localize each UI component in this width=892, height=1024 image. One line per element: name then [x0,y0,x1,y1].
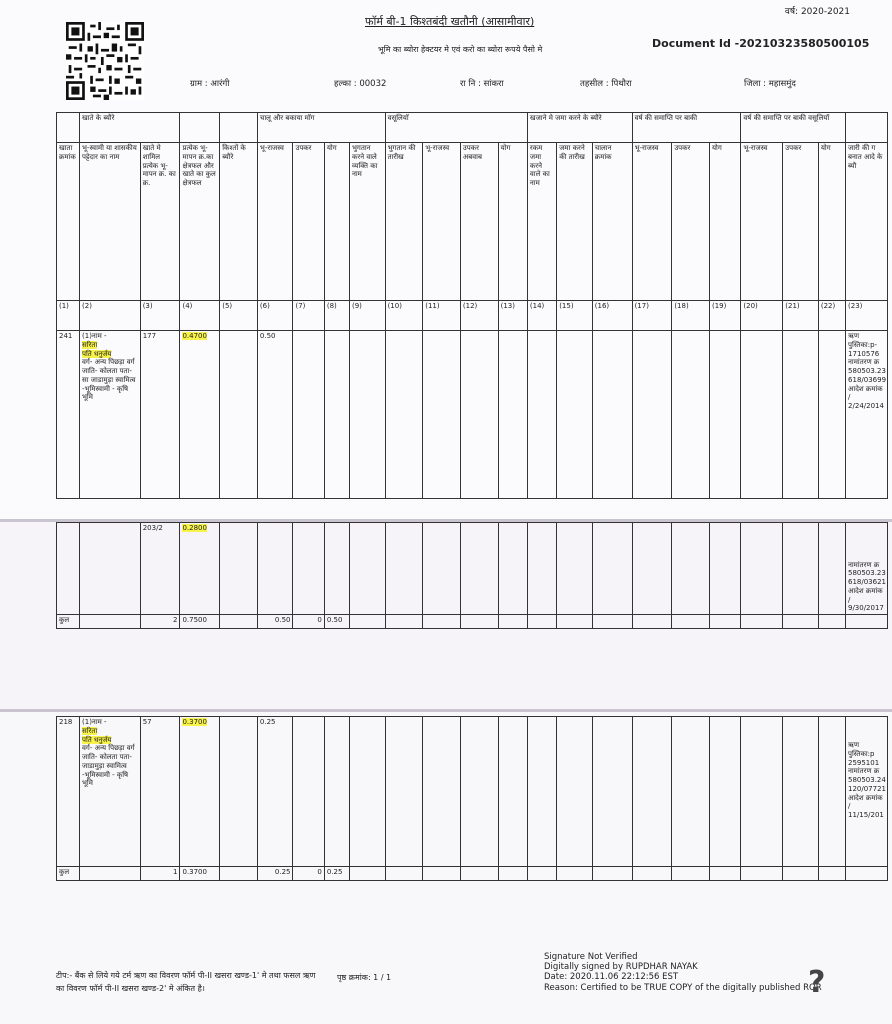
empty-cell [527,615,556,629]
empty-cell [632,523,672,615]
remarks-cell [846,331,888,499]
column-number: (10) [385,301,423,331]
column-header: रकम जमा करने वाले का नाम [527,143,556,301]
total-row [57,867,888,881]
owner-relation: पति धनुर्जय [82,349,112,358]
column-number: (12) [460,301,498,331]
total-row [57,615,888,629]
signature-status: Signature Not Verified [544,952,638,962]
empty-cell [741,717,783,867]
empty-cell [460,331,498,499]
survey-number: 177 [140,331,180,499]
column-number: (18) [672,301,710,331]
column-number: (21) [783,301,819,331]
ri-label: रा नि : सांकरा [460,79,504,89]
empty-cell [527,867,556,881]
total-land-revenue: 0.50 [257,615,293,629]
column-header: भू-राजस्व [741,143,783,301]
owner-cell [80,331,141,499]
empty-cell [80,615,141,629]
column-header: किश्तों के ब्यौरे [220,143,258,301]
village-label: ग्राम : आरंगी [190,79,230,89]
empty-cell [527,523,556,615]
remarks-text: ऋण पुस्तिका:p-1710576 नामांतरण क्र 580503.23 618/03699 आदेश क्रमांक / 2/24/2014 [848,332,887,410]
empty-cell [423,523,461,615]
total-land-revenue: 0.25 [257,867,293,881]
empty-cell [527,717,556,867]
signature-date: Date: 2020.11.06 22:12:56 EST [544,972,679,983]
empty-cell [80,523,141,615]
total-sum: 0.25 [324,867,349,881]
empty-cell [220,523,258,615]
empty-cell [557,331,593,499]
digital-signature-block [544,952,822,993]
empty-cell [557,523,593,615]
empty-cell [592,523,632,615]
column-number: (8) [324,301,349,331]
qr-code-icon [66,20,144,102]
area-value: 0.4700 [182,332,207,340]
owner-name-prefix: (1)नाम - [82,718,107,726]
year-label: वर्ष: 2020-2021 [784,7,850,17]
empty-cell [592,717,632,867]
empty-cell [385,717,423,867]
empty-cell [385,523,423,615]
empty-cell [709,523,740,615]
group-header-treasury: खजाने मे जमा करने के ब्यौरे [527,113,632,143]
column-number: (9) [349,301,385,331]
empty-cell [257,523,293,615]
empty-cell [632,717,672,867]
khatauni-table-bottom [56,716,888,881]
group-header-recovery: वसूलियॉ [385,113,527,143]
empty-cell [632,867,672,881]
column-number: (13) [498,301,527,331]
header-cell [846,113,888,143]
empty-cell [324,717,349,867]
owner-cell [80,717,141,867]
total-sum: 0.50 [324,615,349,629]
column-number: (3) [140,301,180,331]
signature-question-icon: ? [808,965,826,1000]
khatauni-table-top [56,112,888,499]
empty-cell [592,331,632,499]
empty-cell [324,331,349,499]
empty-cell [557,867,593,881]
column-number: (2) [80,301,141,331]
column-header: जारी की ग बनात आदे के ब्यौ [846,143,888,301]
land-revenue: 0.50 [257,331,293,499]
empty-cell [293,331,324,499]
empty-cell [498,331,527,499]
survey-number: 57 [140,717,180,867]
column-header: चालान क्रमांक [592,143,632,301]
column-header: खाता क्रमांक [57,143,80,301]
form-title: फॉर्म बी-1 किश्तबंदी खतौनी (आसामीवार) [365,15,535,28]
column-header: योग [818,143,845,301]
column-header-row [57,143,888,301]
empty-cell [783,331,819,499]
header-cell [57,113,80,143]
owner-relation: पति धनुर्जय [82,735,112,744]
empty-cell [845,615,887,629]
column-header: जमा करने की तारीख [557,143,593,301]
empty-cell [349,867,385,881]
column-header: उपकर [783,143,819,301]
empty-cell [498,615,527,629]
empty-cell [220,615,258,629]
empty-cell [709,717,740,867]
group-header-demand: चालू और बकाया मॉग [257,113,385,143]
empty-cell [349,615,385,629]
column-number: (17) [632,301,672,331]
form-subtitle: भूमि का ब्योरा हेक्टयर मे एवं करो का ब्योरा रूपये पैसो मे [378,45,543,54]
column-header: उपकर अबवाब [460,143,498,301]
empty-cell [220,331,258,499]
empty-cell [385,615,423,629]
column-header: भू-राजस्व [423,143,461,301]
column-number: (11) [423,301,461,331]
column-header: प्रत्येक भू-मापन क्र.का क्षेत्रफल और खाते का कुल क्षेत्रफल [180,143,220,301]
survey-number: 203/2 [140,523,180,615]
signature-signer: Digitally signed by RUPDHAR NAYAK [544,962,698,973]
empty-cell [741,867,783,881]
column-number: (1) [57,301,80,331]
empty-cell [818,523,845,615]
empty-cell [80,867,141,881]
remarks-text: ऋण पुस्तिका:p 2595101 नामांतरण क्र 580503.24 120/07721 आदेश क्रमांक / 11/15/201 [847,741,886,819]
total-area: 0.3700 [180,867,220,881]
total-cess: 0 [293,867,324,881]
empty-cell [527,331,556,499]
table-row [57,331,888,499]
total-count: 1 [140,867,180,881]
empty-cell [220,867,258,881]
column-header: खाते मे शामिल प्रत्येक भू-मापन क्र. का क्र. [140,143,180,301]
empty-cell [709,615,740,629]
signature-reason: Reason: Certified to be TRUE COPY of the digitally published ROR [544,982,822,993]
tehsil-label: तहसील : पिथौरा [580,79,632,89]
empty-cell [498,523,527,615]
remarks-cell [845,717,887,867]
column-header: योग [498,143,527,301]
empty-cell [818,717,845,867]
empty-cell [460,867,498,881]
table-row [57,523,888,615]
empty-cell [460,615,498,629]
empty-cell [709,867,740,881]
column-number: (7) [293,301,324,331]
empty-cell [672,331,710,499]
empty-cell [423,867,461,881]
page-number: पृष्ठ क्रमांक: 1 / 1 [337,973,392,982]
empty-cell [349,331,385,499]
column-number: (16) [592,301,632,331]
column-number: (5) [220,301,258,331]
empty-cell [710,331,741,499]
group-header-accounts: खाते के ब्यौरे [80,113,180,143]
document-id: Document Id -20210323580500105 [652,37,870,50]
empty-cell [349,717,385,867]
remarks-text: नामांतरण क्र 580503.23 618/03621 आदेश क्रमांक / 9/30/2017 [847,560,886,613]
empty-cell [324,523,349,615]
empty-cell [845,867,887,881]
empty-cell [632,615,672,629]
halka-label: हल्का : 00032 [334,79,387,89]
fold-line [0,709,892,712]
column-number: (14) [527,301,556,331]
empty-cell [293,523,324,615]
area-cell [180,331,220,499]
empty-cell [423,717,461,867]
owner-name-prefix: (1)नाम - [82,332,107,340]
empty-cell [672,523,710,615]
column-header: उपकर [672,143,710,301]
empty-cell [592,867,632,881]
empty-cell [460,717,498,867]
column-number-row [57,301,888,331]
column-header: योग [710,143,741,301]
empty-cell [783,615,819,629]
column-number: (19) [710,301,741,331]
district-label: जिला : महासमुंद [744,79,796,89]
owner-name: सरिता [82,726,98,735]
area-value: 0.2800 [182,524,207,532]
empty-cell [592,615,632,629]
owner-details: वर्ग- अन्य पिछड़ा वर्ग जाति- कोलता पता- जाडामुड़ा स्वामित्व -भूमिस्वामी - कृषि भूमि [82,744,135,788]
column-header: भुगतान की तारीख [385,143,423,301]
empty-cell [57,523,80,615]
empty-cell [220,717,258,867]
empty-cell [557,717,593,867]
empty-cell [741,331,783,499]
group-header-year-end-recovery: वर्ष की समाप्ति पर बाकी वसूलियॉ [741,113,846,143]
column-header: भू-राजस्व [632,143,672,301]
header-cell [180,113,220,143]
column-number: (15) [557,301,593,331]
empty-cell [741,615,783,629]
empty-cell [460,523,498,615]
empty-cell [423,615,461,629]
empty-cell [632,331,672,499]
total-cess: 0 [293,615,324,629]
column-header: भू-राजस्व [257,143,293,301]
area-value: 0.3700 [182,718,207,726]
owner-name: सरिता [82,340,98,349]
empty-cell [672,867,710,881]
empty-cell [672,717,710,867]
column-header: भू-स्वामी या शासकीय पट्टेदार का नाम [80,143,141,301]
total-label: कुल [57,867,80,881]
column-number: (20) [741,301,783,331]
area-cell [180,717,220,867]
empty-cell [818,867,845,881]
area-cell [180,523,220,615]
land-revenue: 0.25 [257,717,293,867]
table-row [57,717,888,867]
owner-details: वर्ग- अन्य पिछड़ा वर्ग जाति- कोलता पता- सा जाडामुड़ा स्वामित्व -भूमिस्वामी - कृषि भूमि [82,358,136,402]
empty-cell [672,615,710,629]
column-header: योग [324,143,349,301]
column-header: भुगतान करने वाले व्यक्ति का नाम [349,143,385,301]
column-number: (23) [846,301,888,331]
empty-cell [557,615,593,629]
footer-note: टीप:- बैंक से लिये गये टर्म ऋण का विवरण फॉर्म पी-II खसरा खण्ड-1' मे तथा फसल ऋण का विवरण फॉर्म पी-II खसरा खण्ड-2' मे अंकित है। [56,971,316,993]
empty-cell [498,717,527,867]
empty-cell [783,867,819,881]
khatauni-table-middle [56,522,888,629]
header-cell [220,113,258,143]
column-number: (22) [818,301,845,331]
empty-cell [423,331,461,499]
empty-cell [818,615,845,629]
column-number: (6) [257,301,293,331]
column-number: (4) [180,301,220,331]
empty-cell [498,867,527,881]
column-header: उपकर [293,143,324,301]
empty-cell [385,867,423,881]
group-header-year-end-balance: वर्ष की समाप्ति पर बाकी [632,113,741,143]
empty-cell [349,523,385,615]
empty-cell [818,331,845,499]
total-label: कुल [57,615,80,629]
empty-cell [385,331,423,499]
total-count: 2 [140,615,180,629]
empty-cell [741,523,783,615]
empty-cell [783,523,819,615]
total-area: 0.7500 [180,615,220,629]
empty-cell [783,717,819,867]
empty-cell [293,717,324,867]
remarks-cell [845,523,887,615]
khata-number: 241 [57,331,80,499]
khata-number: 218 [57,717,80,867]
